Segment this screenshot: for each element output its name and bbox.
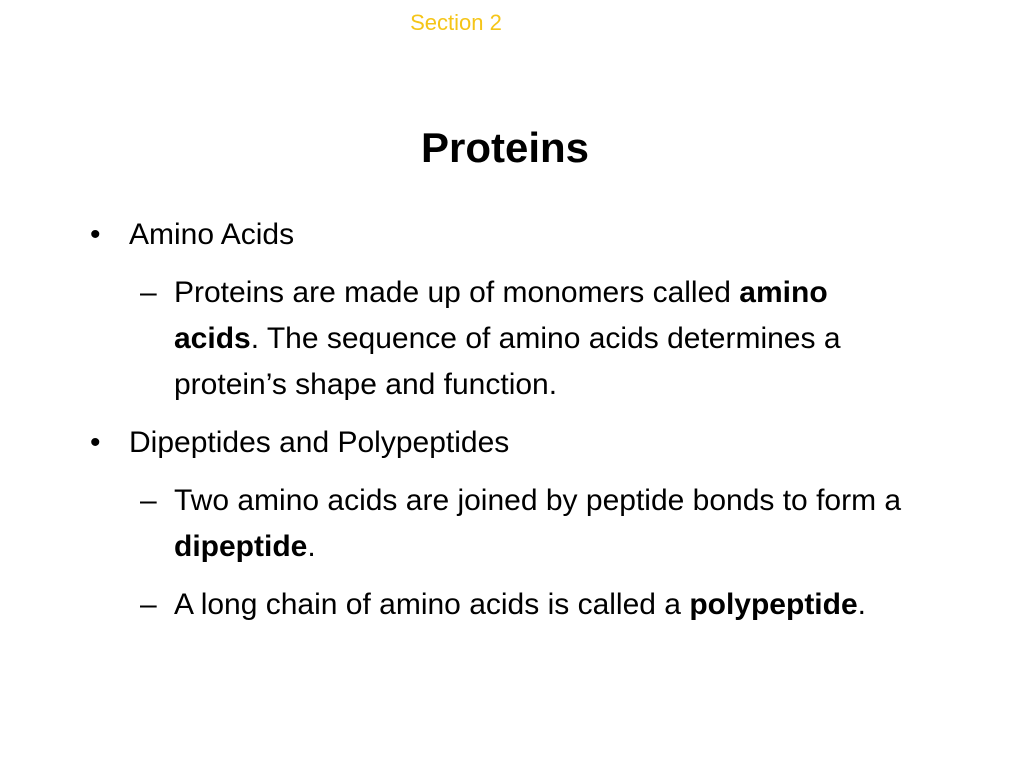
bullet-text: Dipeptides and Polypeptides [129, 426, 510, 459]
sub-bullet-text-after: . The sequence of amino acids determines a protein’s shape and function. [174, 322, 841, 401]
sub-bullet-text-after: . [307, 530, 316, 563]
section-label: Section 2 [410, 10, 502, 35]
bullet-dipeptides-polypeptides [0, 420, 1024, 466]
slide-content [0, 212, 1024, 640]
sub-bullet-dipeptide [0, 478, 914, 570]
slide-title: Proteins [420, 124, 590, 171]
bullet-text: Amino Acids [129, 218, 295, 251]
sub-bullet-marker: – [140, 276, 157, 309]
sub-bullet-text-before: A long chain of amino acids is called a [174, 588, 690, 621]
sub-bullet-polypeptide [0, 582, 914, 628]
sub-bullet-text-before: Two amino acids are joined by peptide bonds to form a [174, 484, 902, 517]
bullet-marker: • [90, 218, 101, 251]
bullet-amino-acids [0, 212, 1024, 258]
term-dipeptide: dipeptide [174, 530, 308, 563]
sub-bullet-marker: – [140, 484, 157, 517]
term-polypeptide: polypeptide [689, 588, 858, 621]
bullet-marker: • [90, 426, 101, 459]
sub-bullet-monomers [0, 270, 914, 408]
term-amino-acids: amino acids [174, 276, 828, 355]
sub-bullet-marker: – [140, 588, 157, 621]
sub-bullet-text-before: Proteins are made up of monomers called [174, 276, 740, 309]
sub-bullet-text-after: . [857, 588, 866, 621]
